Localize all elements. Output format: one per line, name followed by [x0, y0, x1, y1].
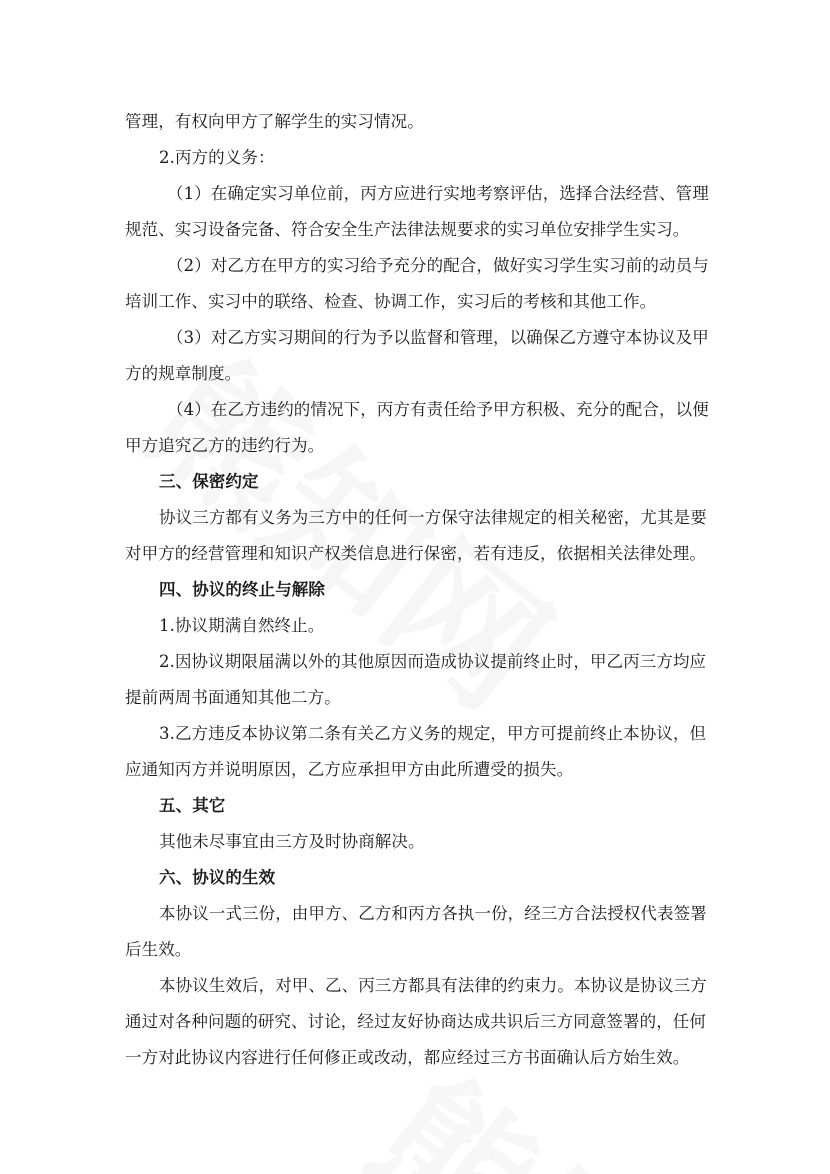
text-line: 本协议生效后，对甲、乙、丙三方都具有法律的约束力。本协议是协议三方: [159, 976, 707, 995]
text-line: （1）在确定实习单位前，丙方应进行实地考察评估，选择合法经营、管理: [167, 184, 709, 203]
text-line: 对甲方的经营管理和知识产权类信息进行保密，若有违反，依据相关法律处理。: [125, 544, 706, 563]
subsection-heading: 2.丙方的义务：: [159, 148, 275, 167]
text-line: 后生效。: [125, 940, 192, 959]
section-heading: 六、协议的生效: [159, 868, 276, 887]
section-heading: 五、其它: [159, 796, 226, 815]
text-line: 应通知丙方并说明原因，乙方应承担甲方由此所遭受的损失。: [125, 760, 574, 779]
text-line: 管理，有权向甲方了解学生的实习情况。: [125, 112, 424, 131]
text-line: 培训工作、实习中的联络、检查、协调工作，实习后的考核和其他工作。: [125, 292, 657, 311]
text-line: （3）对乙方实习期间的行为予以监督和管理，以确保乙方遵守本协议及甲: [167, 328, 709, 347]
section-heading: 三、保密约定: [159, 472, 259, 491]
text-line: 甲方追究乙方的违约行为。: [125, 436, 325, 455]
document-body: [125, 104, 709, 1076]
text-line: 方的规章制度。: [125, 364, 242, 383]
text-line: 其他未尽事宜由三方及时协商解决。: [159, 832, 425, 851]
text-line: 1.协议期满自然终止。: [159, 616, 325, 635]
text-line: 提前两周书面通知其他二方。: [125, 688, 341, 707]
text-line: 规范、实习设备完备、符合安全生产法律法规要求的实习单位安排学生实习。: [125, 220, 690, 239]
text-line: （2）对乙方在甲方的实习给予充分的配合，做好实习学生实习前的动员与: [167, 256, 709, 275]
text-line: 3.乙方违反本协议第二条有关乙方义务的规定，甲方可提前终止本协议，但: [159, 724, 707, 743]
text-line: 协议三方都有义务为三方中的任何一方保守法律规定的相关秘密，尤其是要: [159, 508, 707, 527]
text-line: 一方对此协议内容进行任何修正或改动，都应经过三方书面确认后方始生效。: [125, 1048, 690, 1067]
section-heading: 四、协议的终止与解除: [159, 580, 325, 599]
text-line: 2.因协议期限届满以外的其他原因而造成协议提前终止时，甲乙丙三方均应: [159, 652, 707, 671]
text-line: 通过对各种问题的研究、讨论，经过友好协商达成共识后三方同意签署的，任何: [125, 1012, 706, 1031]
text-line: （4）在乙方违约的情况下，丙方有责任给予甲方积极、充分的配合，以便: [167, 400, 709, 419]
text-line: 本协议一式三份，由甲方、乙方和丙方各执一份，经三方合法授权代表签署: [159, 904, 707, 923]
